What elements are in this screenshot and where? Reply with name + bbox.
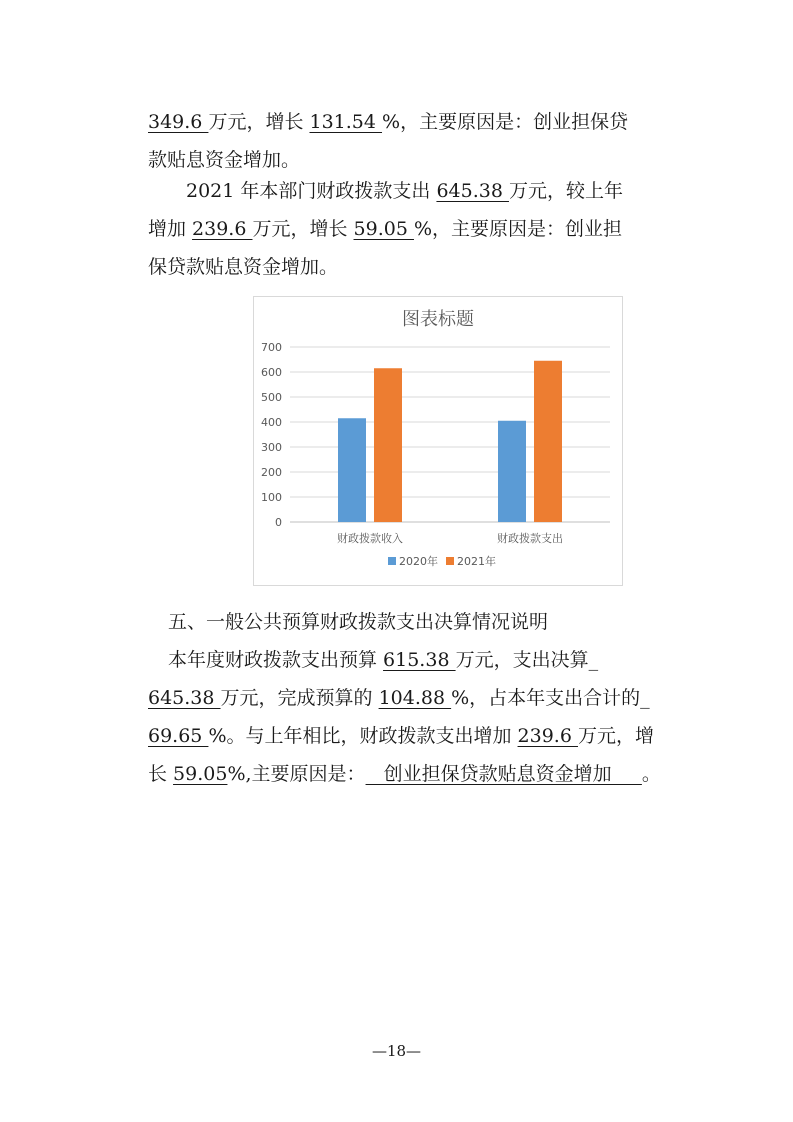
y-tick-label: 600: [261, 366, 282, 379]
bar-chart: [253, 296, 623, 586]
blank-underscore: _: [588, 649, 599, 671]
value-underlined: 59.05: [353, 218, 414, 240]
text: 本年度财政拨款支出预算: [168, 649, 384, 671]
value-underlined: 59.05: [173, 763, 228, 785]
value-underlined: 104.88: [378, 687, 452, 709]
legend-swatch: [388, 557, 396, 565]
chart-title: 图表标题: [402, 309, 474, 330]
bar: [374, 368, 402, 522]
section-5-body: [148, 641, 678, 793]
reason-underlined: 创业担保贷款贴息资金增加: [365, 763, 642, 785]
page-number: —18—: [371, 1042, 422, 1060]
section-5-line-4: [148, 755, 678, 793]
paragraph-1-line-1: [148, 103, 678, 141]
value-underlined: 645.38: [148, 687, 221, 709]
text: 万元，增长: [252, 218, 354, 240]
section-5-line-2: [148, 679, 678, 717]
value-underlined: 239.6: [192, 218, 253, 240]
paragraph-2-line-1: [148, 172, 678, 210]
y-tick-label: 100: [261, 491, 282, 504]
bar: [338, 418, 366, 522]
legend-label: 2021年: [457, 555, 496, 568]
text: 万元，完成预算的: [220, 687, 379, 709]
y-tick-label: 0: [275, 516, 282, 529]
text: 万元，支出决算: [455, 649, 589, 671]
section-5-line-1: [148, 641, 678, 679]
paragraph-1: [148, 103, 678, 179]
text: %，主要原因是：创业担保贷: [382, 111, 629, 133]
y-tick-label: 500: [261, 391, 282, 404]
text: %。与上年相比，财政拨款支出增加: [208, 725, 518, 747]
value-underlined: 349.6: [148, 111, 209, 133]
bar: [498, 421, 526, 522]
blank-underscore: _: [640, 687, 650, 709]
section-5-line-3: [148, 717, 678, 755]
text: 。: [641, 763, 661, 785]
y-tick-label: 300: [261, 441, 282, 454]
bar: [534, 361, 562, 522]
value-underlined: 615.38: [383, 649, 456, 671]
text: %，主要原因是：创业担: [413, 218, 623, 240]
section-5-heading: 五、一般公共预算财政拨款支出决算情况说明: [168, 611, 549, 633]
text: 长: [148, 763, 174, 785]
paragraph-2-line-3: 保贷款贴息资金增加。: [148, 256, 339, 278]
text: %，占本年支出合计的: [451, 687, 641, 709]
text: 2021 年本部门财政拨款支出: [186, 180, 437, 202]
text: 增加: [148, 218, 193, 240]
value-underlined: 69.65: [148, 725, 209, 747]
value-underlined: 131.54: [309, 111, 383, 133]
y-tick-label: 200: [261, 466, 282, 479]
x-tick-label: 财政拨款收入: [337, 532, 403, 545]
legend-swatch: [446, 557, 454, 565]
text: 万元，较上年: [508, 180, 623, 202]
y-tick-label: 400: [261, 416, 282, 429]
x-tick-label: 财政拨款支出: [497, 532, 563, 545]
paragraph-2: [148, 172, 678, 286]
chart-plot: [254, 297, 622, 585]
paragraph-2-line-2: [148, 210, 678, 248]
text: 万元，增长: [208, 111, 310, 133]
value-underlined: 645.38: [436, 180, 509, 202]
paragraph-1-line-2: 款贴息资金增加。: [148, 149, 301, 171]
y-tick-label: 700: [261, 341, 282, 354]
legend-label: 2020年: [399, 555, 438, 568]
value-underlined: 239.6: [517, 725, 578, 747]
text: 万元，增: [577, 725, 654, 747]
text: %,主要原因是：: [227, 763, 366, 785]
